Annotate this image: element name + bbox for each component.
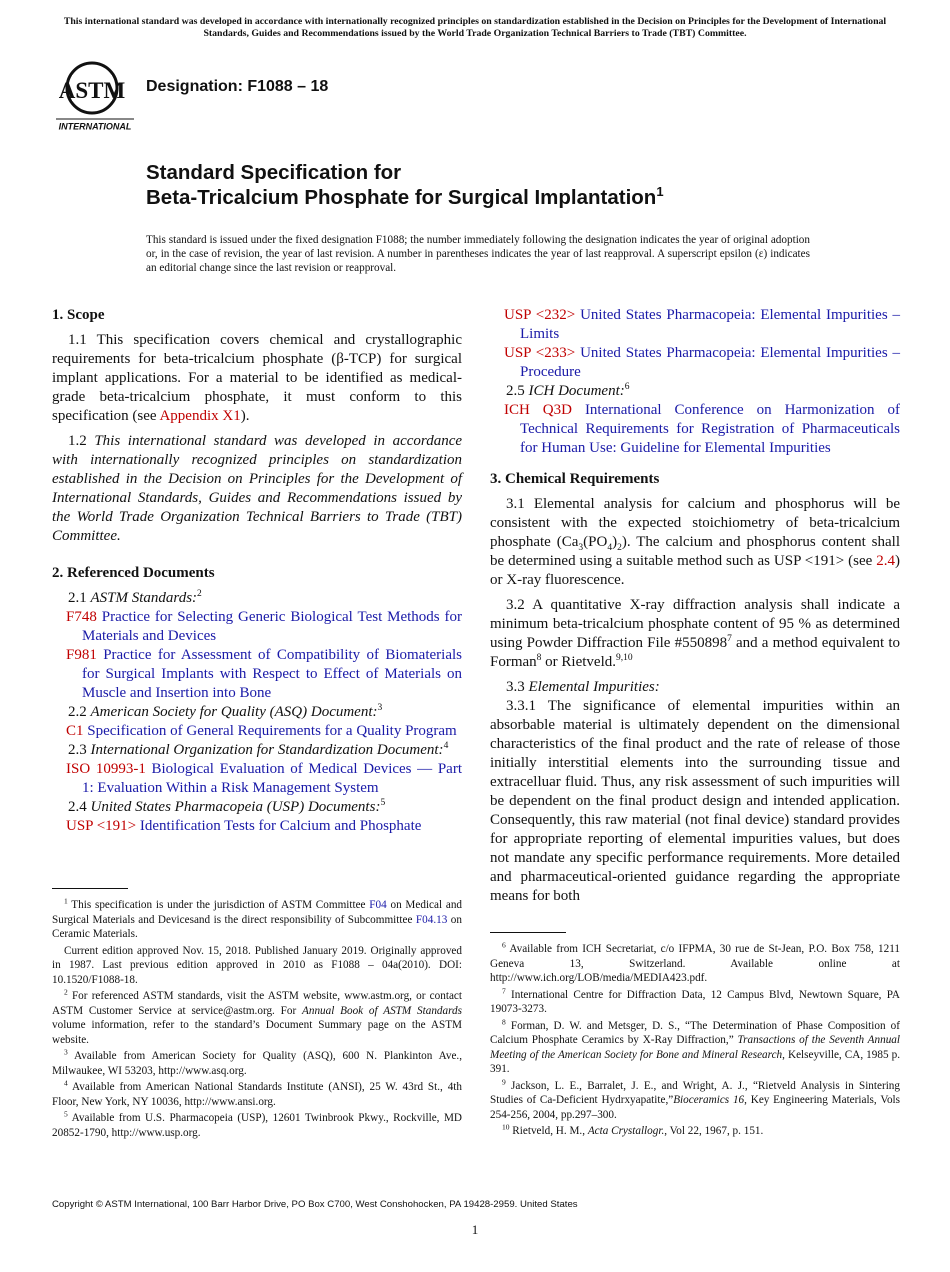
section-2-4: 2.4 United States Pharmacopeia (USP) Documents:$^5$	[68, 798, 386, 815]
footnote-3: $^3$ Available from American Society for Quality (ASQ), 600 N. Plankinton Ave., Milwaukee, WI 53203, http://www.asq.org.	[52, 1047, 462, 1077]
svg-text:INTERNATIONAL: INTERNATIONAL	[58, 121, 132, 132]
ref-usp-191[interactable]: USP <191> Identification Tests for Calcium and Phosphate	[66, 818, 422, 834]
ref-ich-q3d[interactable]: ICH Q3D International Conference on Harmonization of Technical Requirements for Registration of Pharmaceuticals for Human Use: Guideline for Elemental Impurities	[504, 402, 901, 456]
subcommittee-f04-13-link[interactable]: F04.13	[415, 913, 448, 926]
section-2-5: 2.5 ICH Document:$^6$	[506, 382, 630, 399]
ref-iso-10993-1[interactable]: ISO 10993-1 Biological Evaluation of Medical Devices — Part 1: Evaluation Within a Risk Management System	[66, 761, 462, 796]
svg-text:ASTM: ASTM	[58, 78, 126, 103]
footnote-8: $^8$ Forman, D. W. and Metsger, D. S., “The Determination of Phase Composition of Calcium Phosphate Ceramics by X-Ray Diffraction,” Transactions of the Seventh Annual Meeting of the American Society for Bone and Mineral Research, Kelseyville, CA, 1985 p. 391.	[490, 1016, 900, 1075]
astm-logo-icon	[54, 58, 136, 134]
footnote-7: $^7$ International Centre for Diffraction Data, 12 Campus Blvd, Newtown Square, PA 19073-3273.	[490, 985, 900, 1015]
chemical-3-1: 3.1 Elemental analysis for calcium and phosphorus will be consistent with the expected stoichiometry of beta-tricalcium phosphate $(Ca_3(PO_4)_2)$. The calcium and phosphorus content shall be determined using a suitable method such as USP <191> (see 2.4) or X-ray fluorescence.	[490, 496, 901, 588]
scope-1-1: 1.1 This specification covers chemical and crystallographic requirements for beta-tricalcium phosphate (β-TCP) for surgical implant applications. For a material to be identified as medical-grade beta-tricalcium phosphate, it must conform to this specification (see Appendix X1).	[52, 332, 462, 424]
ref-f981[interactable]: F981 Practice for Assessment of Compatibility of Biomaterials for Surgical Implants with Respect to Effect of Materials on Muscle and Insertion into Bone	[66, 647, 462, 701]
designation: Designation: F1088 – 18	[146, 78, 329, 95]
footnote-1-edition: Current edition approved Nov. 15, 2018. Published January 2019. Originally approved in 1987. Last previous edition approved in 2010 as F1088 – 04a(2010). DOI: 10.1520/F1088-18.	[52, 944, 462, 986]
ref-f748[interactable]: F748 Practice for Selecting Generic Biological Test Methods for Materials and Devices	[66, 609, 462, 644]
footnote-1: $^1$ This specification is under the jurisdiction of ASTM Committee F04 on Medical and Surgical Materials and Devicesand is the direct responsibility of Subcommittee F04.13 on Ceramic Materials.	[52, 896, 463, 940]
left-column	[52, 306, 462, 836]
footnote-4: $^4$ Available from American National Standards Institute (ANSI), 25 W. 43rd St., 4th Floor, New York, NY 10036, http://www.ansi.org.	[52, 1078, 462, 1108]
issued-note: This standard is issued under the fixed designation F1088; the number immediately following the designation indicates the year of original adoption or, in the case of revision, the year of last revision. A number in parentheses indicates the year of last reapproval. A superscript epsilon (ε) indicates an editorial change since the last revision or reapproval.	[146, 234, 810, 274]
footnote-9: $^9$ Jackson, L. E., Barralet, J. E., and Wright, A. J., “Rietveld Analysis in Sintering Studies of Ca-Deficient Hydrxyapatite,”Bioceramics 16, Key Engineering Materials, Vols 254-256, 2004, pp.297–300.	[490, 1076, 901, 1121]
footnote-rule-left	[52, 888, 128, 889]
title-footnote-mark[interactable]: 1	[656, 184, 664, 200]
chemical-3-2: 3.2 A quantitative X-ray diffraction analysis shall indicate a minimum beta-tricalcium phosphate content of 95 % as determined using Powder Diffraction File #550898$^7$ and a method equivalent to Forman$^8$ or Rietveld.$^{9,10}$	[490, 597, 900, 670]
scope-heading: 1. Scope	[52, 307, 105, 323]
footnote-10: $^{10}$ Rietveld, H. M., Acta Crystallogr., Vol 22, 1967, p. 151.	[502, 1122, 764, 1137]
footnote-5: $^5$ Available from U.S. Pharmacopeia (USP), 12601 Twinbrook Pkwy., Rockville, MD 20852-1790, http://www.usp.org.	[52, 1109, 462, 1139]
title-line-2: Beta-Tricalcium Phosphate for Surgical Implantation$^1$	[146, 184, 664, 209]
document-title	[146, 160, 866, 210]
page-number: 1	[471, 1222, 479, 1237]
copyright-notice: Copyright © ASTM International, 100 Barr Harbor Drive, PO Box C700, West Conshohocken, PA 19428-2959. United States	[52, 1199, 578, 1210]
footnote-6: $^6$ Available from ICH Secretariat, c/o IFPMA, 30 rue de St-Jean, P.O. Box 758, 1211 Geneva 13, Switzerland. Available online at http://www.ich.org/LOB/media/MEDIA423.pdf.	[490, 940, 900, 984]
chemical-3-3-1: 3.3.1 The significance of elemental impurities within an absorbable material is ultimately dependent on the dimensional characteristics of the final product and the rate of release of those initially interstitial elements into the surrounding tissue and extracelluar fluid. Thus, any risk assessment of such impurities will be dependent on the final product design and intended application. Consequently, this raw material (not final device) standard provides for appropriate reporting of elemental impurities values, but does not mandate any specific performance requirements. More detailed and pharmaceutical-oriented guidance regarding the appropriate means for both	[490, 698, 900, 904]
top-notice: This international standard was developed in accordance with internationally recognized principles on standardization established in the Decision on Principles for the Development of International Standards, Guides and Recommendations issued by the World Trade Organization Technical Barriers to Trade (TBT) Committee.	[63, 16, 887, 39]
ref-c1[interactable]: C1 Specification of General Requirements for a Quality Program	[66, 723, 457, 739]
scope-1-2: 1.2 This international standard was developed in accordance with internationally recognized principles on standardization established in the Decision on Principles for the Development of International Standards, Guides and Recommendations issued by the World Trade Organization Technical Barriers to Trade (TBT) Committee.	[52, 433, 463, 544]
section-2-3: 2.3 International Organization for Standardization Document:$^4$	[68, 741, 449, 758]
section-2-1: 2.1 ASTM Standards:$^2$	[68, 589, 202, 606]
appendix-x1-link[interactable]: Appendix X1	[159, 408, 241, 424]
section-2-4-link[interactable]: 2.4	[876, 553, 895, 569]
ref-usp-232[interactable]: USP <232> United States Pharmacopeia: Elemental Impurities – Limits	[504, 307, 900, 342]
footnote-rule-right	[490, 932, 566, 933]
section-3-3: 3.3 Elemental Impurities:	[506, 679, 660, 695]
referenced-documents-heading: 2. Referenced Documents	[52, 565, 215, 581]
ref-usp-233[interactable]: USP <233> United States Pharmacopeia: Elemental Impurities – Procedure	[504, 345, 900, 380]
right-column	[490, 306, 900, 912]
chemical-requirements-heading: 3. Chemical Requirements	[490, 471, 660, 487]
footnotes-left	[52, 898, 462, 1142]
committee-f04-link[interactable]: F04	[369, 899, 387, 911]
section-2-2: 2.2 American Society for Quality (ASQ) Document:$^3$	[68, 703, 383, 720]
title-line-1: Standard Specification for	[146, 161, 402, 184]
footnotes-right	[490, 942, 900, 1141]
footnote-2: $^2$ For referenced ASTM standards, visit the ASTM website, www.astm.org, or contact ASTM Customer Service at service@astm.org. For Annual Book of ASTM Standards volume information, refer to the standard’s Document Summary page on the ASTM website.	[52, 987, 462, 1046]
